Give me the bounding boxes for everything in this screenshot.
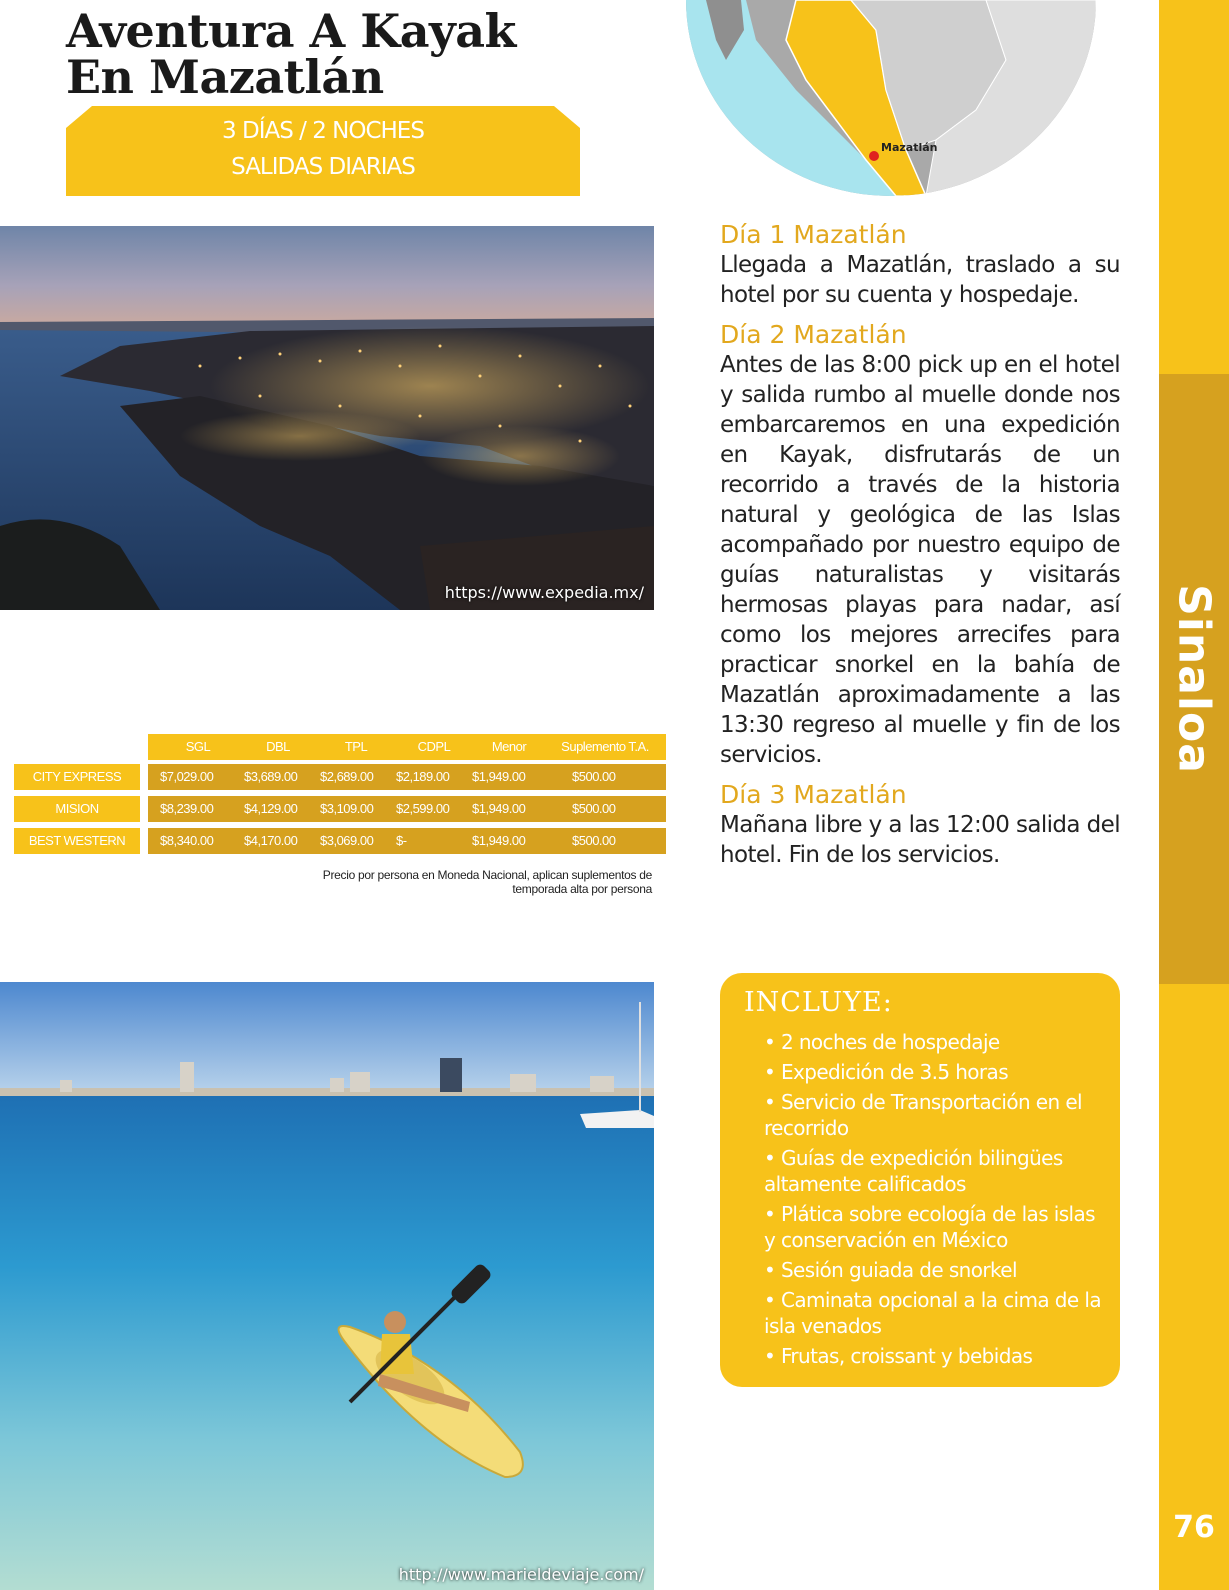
price-menor: $1,949.00 <box>472 801 526 816</box>
photo-mazatlan-night <box>0 226 654 610</box>
price-tpl: $3,069.00 <box>320 833 374 848</box>
price-note <box>280 868 652 896</box>
price-dbl: $4,170.00 <box>244 833 298 848</box>
page-number: 76 <box>1173 1510 1215 1545</box>
list-item: • Guías de expedición bilingües altamente calificados <box>764 1146 1063 1196</box>
col-header-tpl: TPL <box>344 739 368 754</box>
list-item: • Caminata opcional a la cima de la isla venados <box>764 1288 1101 1338</box>
day-text: Antes de las 8:00 pick up en el hotel y salida rumbo al muelle donde nos embarcaremos en una expedición en Kayak, disfrutarás de un recorrido a través de la historia natural y geológica de las Islas acompañado por nuestro equipo de guías naturalistas y visitarás hermosas playas para nadar, así como los mejores arrecifes para practicar snorkel en la bahía de Mazatlán aproximadamente a las 13:30 regreso al muelle y fin de los servicios. <box>720 352 1120 768</box>
price-sgl: $8,239.00 <box>160 801 214 816</box>
price-dbl: $3,689.00 <box>244 769 298 784</box>
title-line-1: Aventura A Kayak <box>66 4 516 58</box>
col-header-cdpl: CDPL <box>417 739 451 754</box>
itinerary <box>720 220 1120 880</box>
price-tpl: $3,109.00 <box>320 801 374 816</box>
includes-list <box>764 1029 1104 1373</box>
mazatlan-marker <box>869 151 879 161</box>
price-note-line-2: temporada alta por persona <box>512 882 652 896</box>
table-row <box>148 764 666 790</box>
price-tpl: $2,689.00 <box>320 769 374 784</box>
list-item: • Expedición de 3.5 horas <box>764 1060 1009 1084</box>
list-item: • Sesión guiada de snorkel <box>764 1258 1017 1282</box>
photo-kayak <box>0 982 654 1590</box>
map-city-label: Mazatlán <box>881 141 938 154</box>
price-cdpl: $2,599.00 <box>396 801 450 816</box>
day-title: Día 1 Mazatlán <box>720 220 907 249</box>
day-title: Día 3 Mazatlán <box>720 780 907 809</box>
col-header-sgl: SGL <box>185 739 211 754</box>
hotel-name: MISION <box>14 796 140 822</box>
list-item: • 2 noches de hospedaje <box>764 1030 1000 1054</box>
banner-duration: 3 DÍAS / 2 NOCHES <box>222 118 424 144</box>
day-text: Mañana libre y a las 12:00 salida del hotel. Fin de los servicios. <box>720 812 1120 868</box>
price-suplemento: $500.00 <box>572 801 616 816</box>
hotel-name: BEST WESTERN <box>14 828 140 854</box>
table-row <box>148 828 666 854</box>
includes-title: INCLUYE: <box>744 987 893 1018</box>
price-menor: $1,949.00 <box>472 769 526 784</box>
region-map <box>686 0 1096 196</box>
col-header-suplemento: Suplemento T.A. <box>561 739 649 754</box>
price-suplemento: $500.00 <box>572 833 616 848</box>
price-table <box>12 734 672 864</box>
page-title <box>66 4 626 104</box>
itinerary-day-3 <box>720 780 1120 870</box>
price-sgl: $8,340.00 <box>160 833 214 848</box>
sidebar-label-wrap <box>1159 374 1229 984</box>
col-header-dbl: DBL <box>266 739 290 754</box>
list-item: • Plática sobre ecología de las islas y conservación en México <box>764 1202 1095 1252</box>
banner-departures: SALIDAS DIARIAS <box>231 154 415 180</box>
price-dbl: $4,129.00 <box>244 801 298 816</box>
duration-banner <box>66 106 580 196</box>
hotel-name: CITY EXPRESS <box>14 764 140 790</box>
price-cdpl: $2,189.00 <box>396 769 450 784</box>
price-suplemento: $500.00 <box>572 769 616 784</box>
itinerary-day-1 <box>720 220 1120 310</box>
table-row <box>148 796 666 822</box>
price-sgl: $7,029.00 <box>160 769 214 784</box>
photo-credit-top[interactable]: https://www.expedia.mx/ <box>444 583 644 602</box>
price-cdpl: $- <box>396 833 407 848</box>
itinerary-day-2 <box>720 320 1120 770</box>
photo-credit-bottom[interactable]: http://www.marieldeviaje.com/ <box>398 1565 644 1584</box>
list-item: • Servicio de Transportación en el recorrido <box>764 1090 1082 1140</box>
state-label: Sinaloa <box>1168 584 1220 774</box>
day-title: Día 2 Mazatlán <box>720 320 907 349</box>
price-note-line-1: Precio por persona en Moneda Nacional, aplican suplementos de <box>322 868 652 882</box>
day-text: Llegada a Mazatlán, traslado a su hotel por su cuenta y hospedaje. <box>720 252 1120 308</box>
col-header-menor: Menor <box>491 739 527 754</box>
title-line-2: En Mazatlán <box>66 50 384 104</box>
list-item: • Frutas, croissant y bebidas <box>764 1344 1033 1368</box>
price-menor: $1,949.00 <box>472 833 526 848</box>
includes-box <box>720 973 1120 1387</box>
